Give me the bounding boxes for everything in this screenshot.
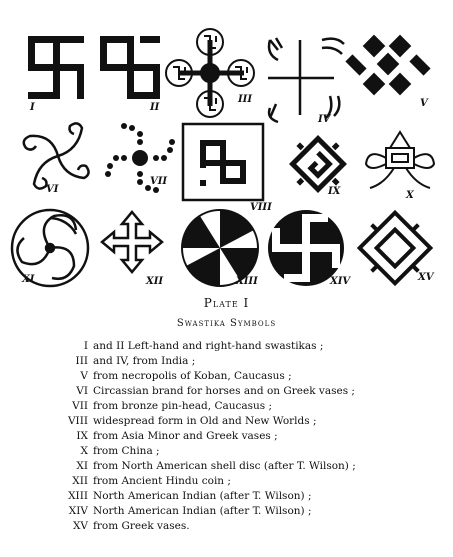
caption-text: widespread form in Old and New Worlds ;: [93, 415, 317, 427]
caption-number: X: [80, 445, 88, 457]
caption-text: Circassian brand for horses and on Greek vases ;: [93, 385, 355, 397]
caption-text: and II Left-hand and right-hand swastikas ;: [93, 340, 324, 352]
swastika-figure-8: [183, 124, 263, 200]
swastika-figure-4: [268, 38, 344, 122]
caption-text: from China ;: [93, 445, 160, 457]
figure-label: II: [150, 102, 160, 113]
figure-label: IV: [318, 114, 331, 125]
caption-row: [0, 430, 453, 444]
figure-label: VI: [46, 184, 59, 195]
figure-label: XII: [146, 276, 164, 287]
caption-row: [0, 385, 453, 399]
caption-number: VIII: [67, 415, 88, 427]
caption-number: XIV: [68, 505, 88, 517]
figure-label: XIV: [330, 276, 351, 287]
figure-label: XIII: [236, 276, 258, 287]
caption-number: XIII: [68, 490, 88, 502]
figure-label: X: [406, 190, 414, 201]
caption-row: [0, 445, 453, 459]
caption-row: [0, 505, 453, 519]
caption-text: and IV, from India ;: [93, 355, 196, 367]
caption-number: V: [80, 370, 88, 382]
caption-number: XII: [72, 475, 88, 487]
swastika-figure-2: [100, 36, 160, 99]
caption-row: [0, 370, 453, 384]
caption-text: from North American shell disc (after T. Wilson) ;: [93, 460, 356, 472]
caption-text: from Ancient Hindu coin ;: [93, 475, 231, 487]
caption-number: III: [75, 355, 88, 367]
swastika-figure-13: [182, 210, 258, 286]
swastika-figure-14: [268, 210, 344, 286]
caption-text: from Asia Minor and Greek vases ;: [93, 430, 278, 442]
caption-row: [0, 490, 453, 504]
caption-row: [0, 520, 453, 534]
caption-row: [0, 460, 453, 474]
figure-label: XV: [418, 272, 434, 283]
plate-title: Plate I: [203, 296, 250, 310]
caption-number: I: [83, 340, 88, 352]
swastika-figure-12: [102, 212, 162, 272]
swastika-figure-10: [366, 132, 434, 188]
figure-label: XI: [22, 274, 35, 285]
figure-label: I: [30, 102, 35, 113]
swastika-figure-5: [345, 35, 430, 96]
figure-label: V: [420, 98, 428, 109]
caption-text: from necropolis of Koban, Caucasus ;: [93, 370, 292, 382]
caption-row: [0, 475, 453, 489]
caption-number: VII: [72, 400, 88, 412]
caption-row: [0, 340, 453, 354]
swastika-figure-6: [24, 123, 89, 188]
caption-row: [0, 355, 453, 369]
figure-label: VIII: [250, 202, 272, 213]
caption-text: from bronze pin-head, Caucasus ;: [93, 400, 273, 412]
caption-row: [0, 400, 453, 414]
figure-label: III: [238, 94, 253, 105]
caption-number: IX: [76, 430, 88, 442]
figure-label: VII: [150, 176, 168, 187]
figure-label: IX: [328, 186, 341, 197]
caption-row: [0, 415, 453, 429]
caption-text: North American Indian (after T. Wilson) ;: [93, 490, 312, 502]
swastika-figure-1: [28, 36, 84, 99]
caption-text: from Greek vases.: [93, 520, 190, 532]
caption-number: XV: [72, 520, 88, 532]
caption-text: North American Indian (after T. Wilson) ;: [93, 505, 312, 517]
caption-number: VI: [76, 385, 88, 397]
swastika-figure-9: [278, 124, 357, 203]
caption-number: XI: [76, 460, 88, 472]
plate-subtitle: Swastika Symbols: [176, 318, 277, 329]
